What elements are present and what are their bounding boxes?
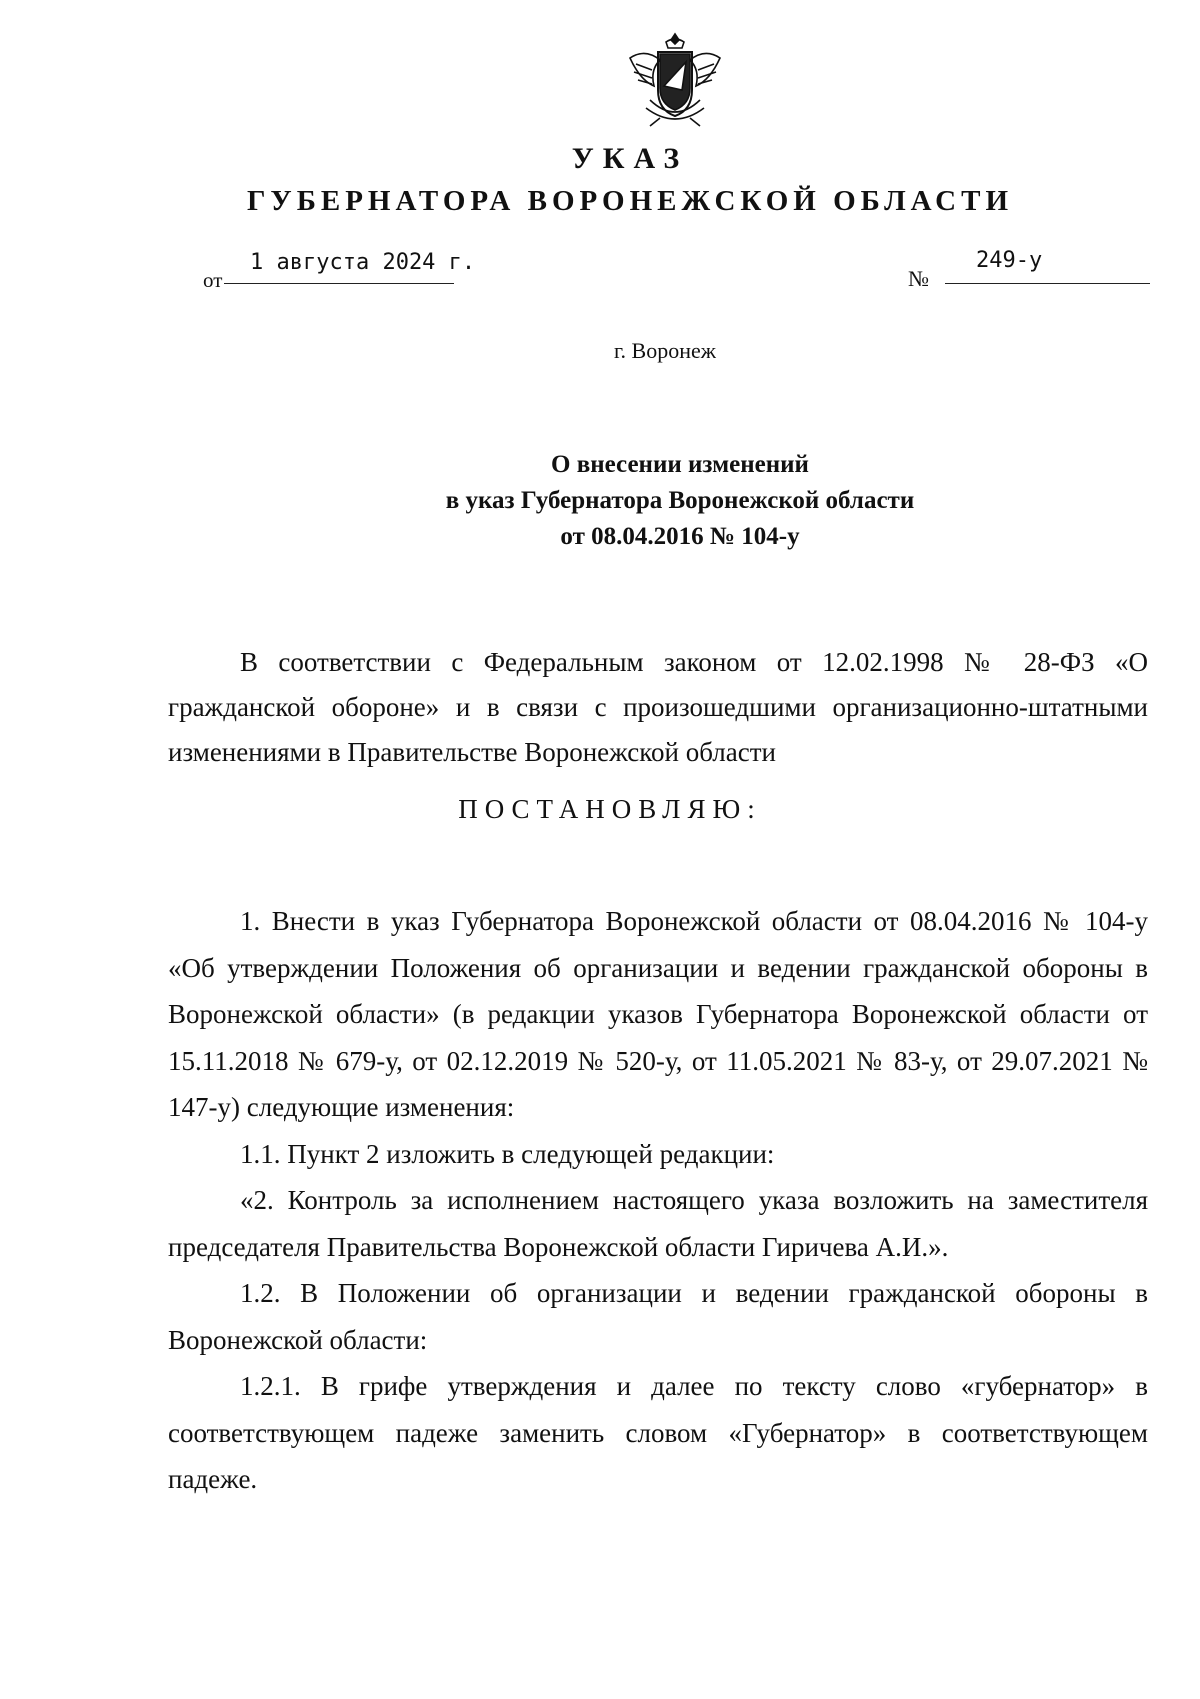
paragraph: 1. Внести в указ Губернатора Воронежской области от 08.04.2016 № 104-у «Об утверждении Положения об организации и ведении гражданской обороны в Воронежской области» (в редакции указов Губернатора Воронежской области от 15.11.2018 № 679-у, от 02.12.2019 № 520-у, от 11.05.2021 № 83-у, от 29.07.2021 № 147-у) следующие изменения: <box>168 906 1148 1122</box>
preamble-text: В соответствии с Федеральным законом от 12.02.1998 № 28-ФЗ «О гражданской обороне» и в связи с произошедшими организационно-штатными изменениями в Правительстве Воронежской области <box>168 647 1148 767</box>
paragraph: 1.2. В Положении об организации и ведении гражданской обороны в Воронежской области: <box>168 1278 1148 1355</box>
preamble-block <box>168 640 1148 775</box>
issuer-title: ГУБЕРНАТОРА ВОРОНЕЖСКОЙ ОБЛАСТИ <box>246 185 1014 217</box>
issue-city: г. Воронеж <box>614 338 716 363</box>
subject-line-2: в указ Губернатора Воронежской области <box>445 487 915 514</box>
paragraph: 1.1. Пункт 2 изложить в следующей редакции: <box>240 1138 775 1169</box>
decree-subject <box>300 447 1060 555</box>
decree-title: УКАЗ <box>571 142 689 175</box>
number-underline <box>945 283 1150 284</box>
date-prefix: от <box>203 268 223 292</box>
decree-word: ПОСТАНОВЛЯЮ: <box>458 794 762 824</box>
date-underline <box>224 283 454 284</box>
subject-line-3: от 08.04.2016 № 104-у <box>560 523 800 550</box>
decree-number: 249-у <box>976 248 1043 273</box>
coat-of-arms-emblem <box>620 30 730 130</box>
subject-line-1: О внесении изменений <box>551 451 809 478</box>
decree-body <box>168 898 1148 1503</box>
number-prefix: № <box>908 266 929 291</box>
decree-date: 1 августа 2024 г. <box>250 250 476 275</box>
paragraph: «2. Контроль за исполнением настоящего указа возложить на заместителя председателя Правительства Воронежской области Гиричева А.И.». <box>168 1185 1148 1262</box>
paragraph: 1.2.1. В грифе утверждения и далее по тексту слово «губернатор» в соответствующем падеже заменить словом «Губернатор» в соответствующем падеже. <box>168 1371 1148 1494</box>
